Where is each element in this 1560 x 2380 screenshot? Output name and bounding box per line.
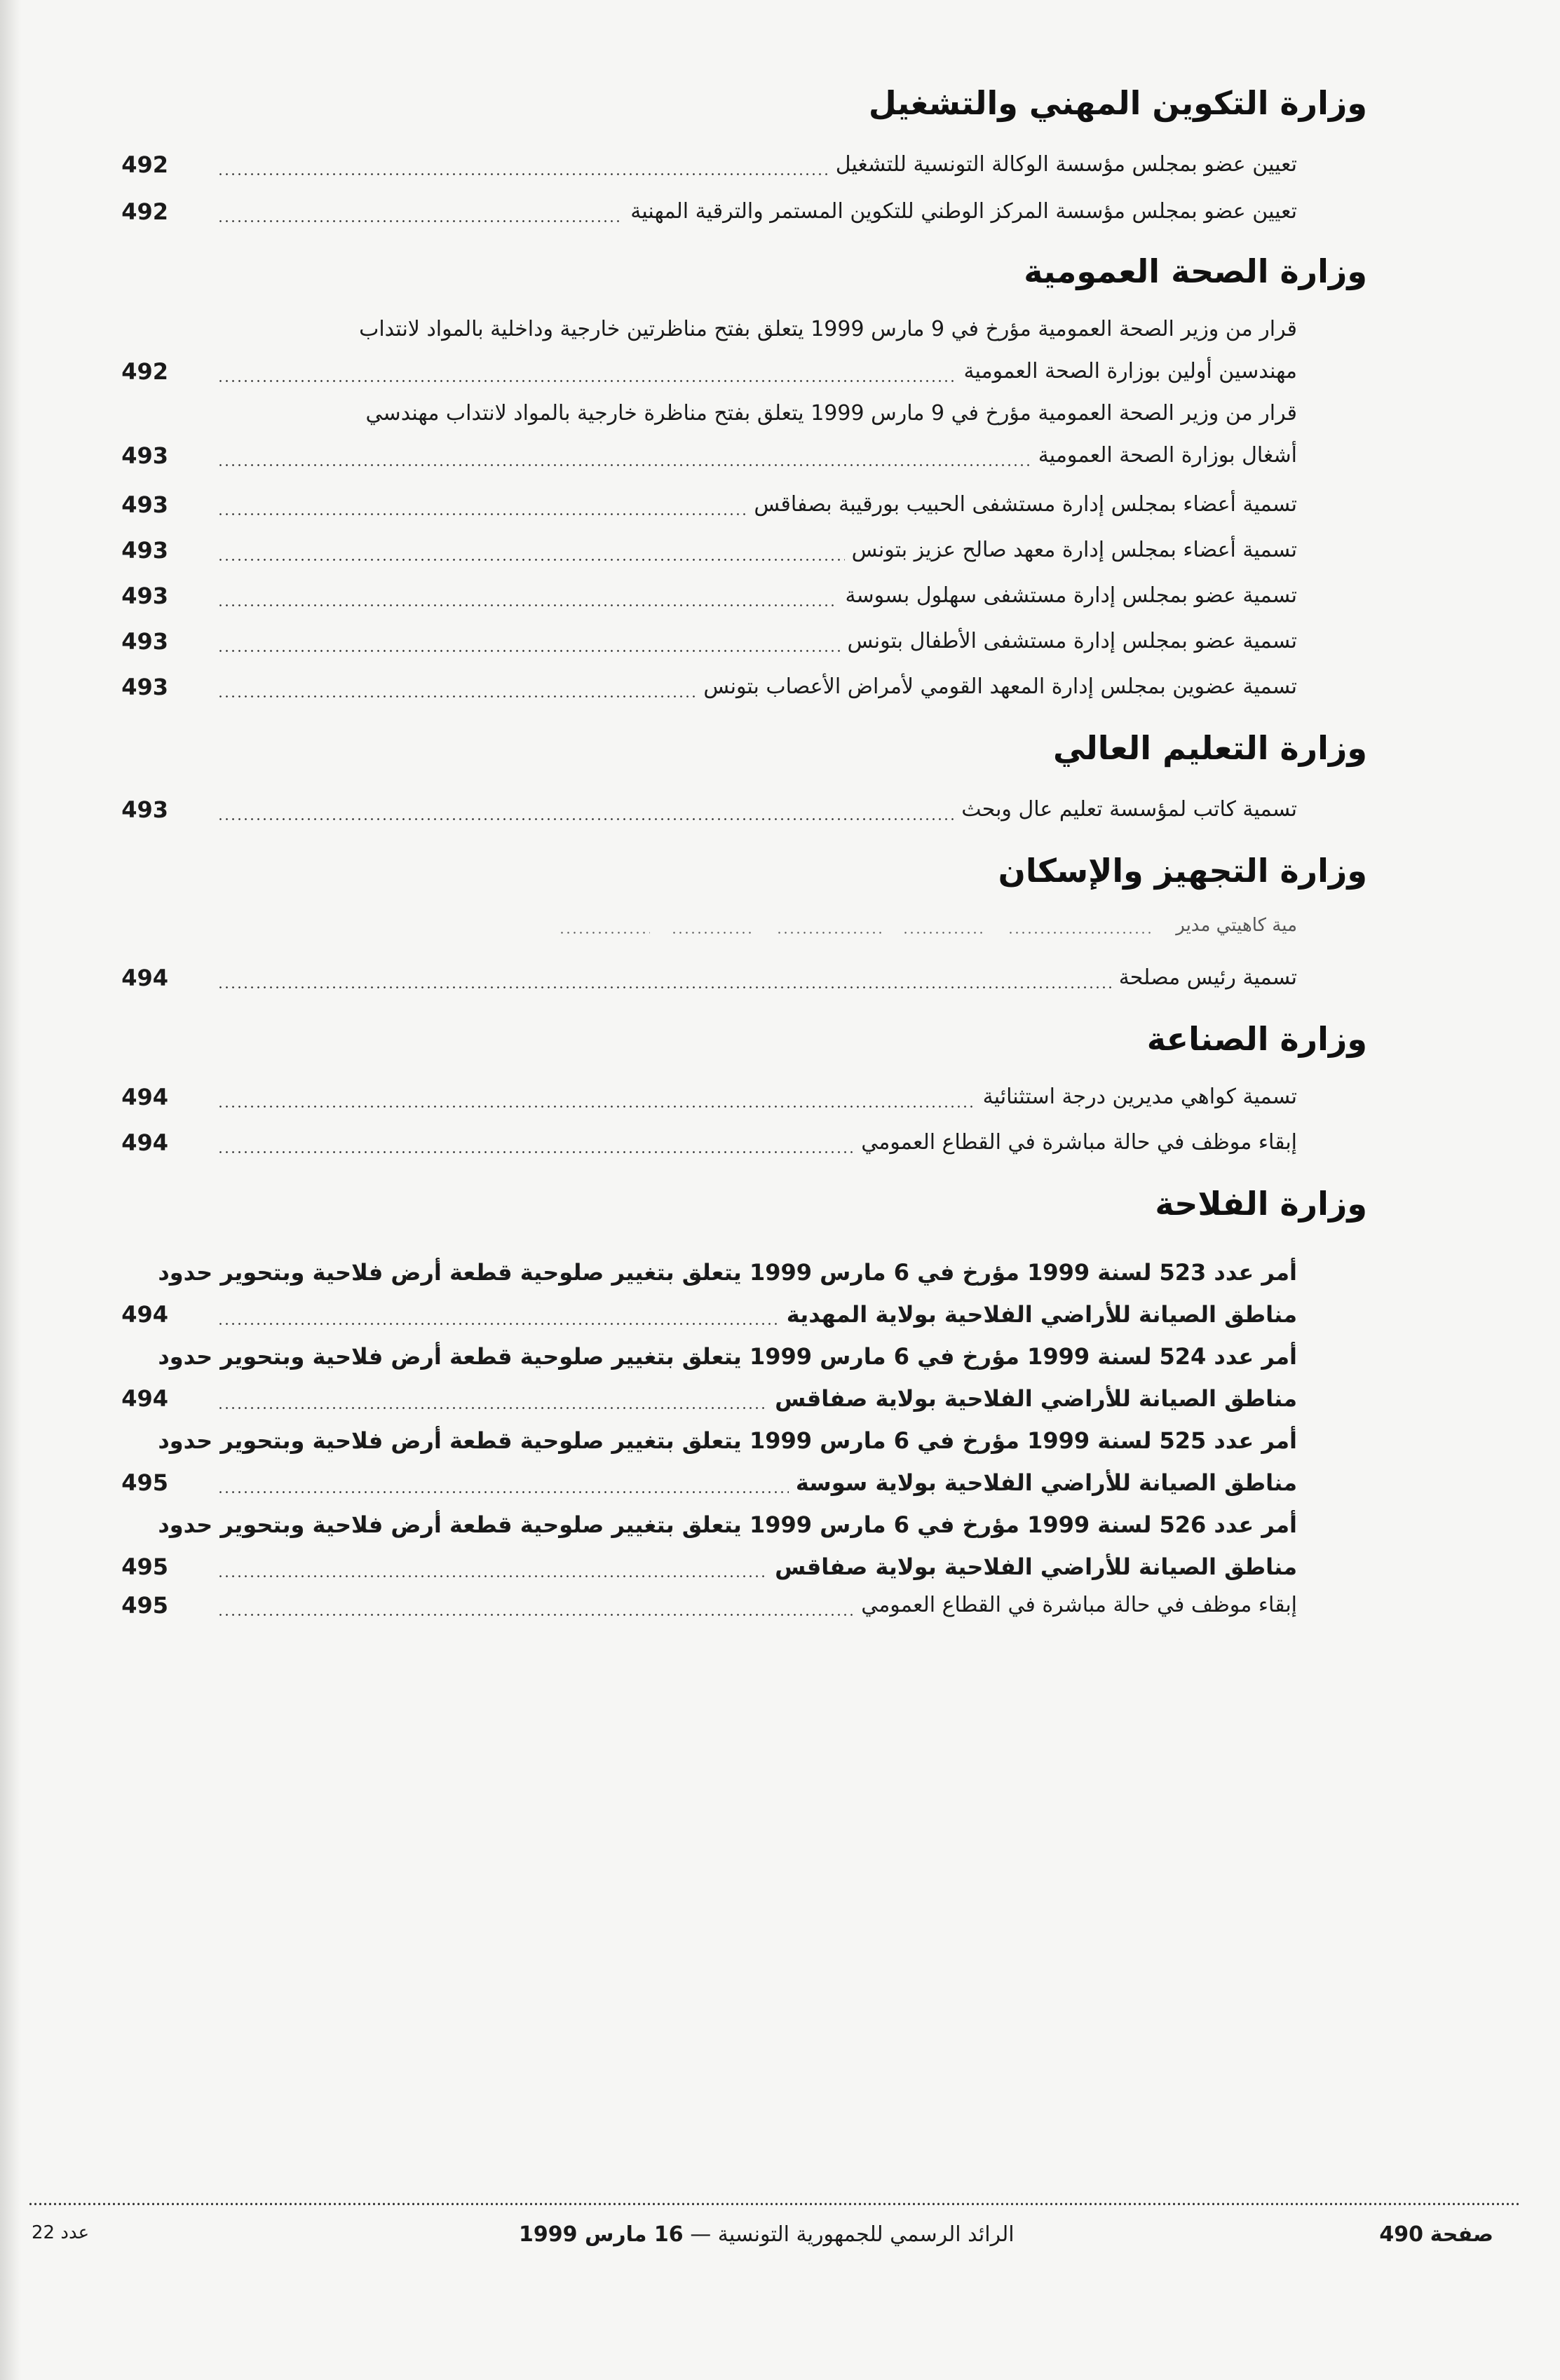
toc-entry[interactable] <box>112 1076 1297 1118</box>
toc-entry[interactable] <box>112 1335 1297 1420</box>
footer-journal-title: الرائد الرسمي للجمهورية التونسية <box>717 2222 1015 2247</box>
leader-dots <box>217 1106 976 1108</box>
toc-entry[interactable] <box>112 575 1297 617</box>
toc-entry[interactable] <box>112 957 1297 999</box>
entry-title-line: أمر عدد 526 لسنة 1999 مؤرخ في 6 مارس 1999 يتعلق بتغيير صلوحية قطعة أرض فلاحية وبتحوير حدود <box>158 1511 1297 1538</box>
leader-dots <box>217 464 1031 466</box>
entry-title-line: مناطق الصيانة للأراضي الفلاحية بولاية المهدية <box>786 1301 1297 1328</box>
page-number: 494 <box>121 1129 168 1156</box>
entry-title-line: أشغال بوزارة الصحة العمومية <box>1038 443 1297 468</box>
entry-title-line: أمر عدد 523 لسنة 1999 مؤرخ في 6 مارس 1999 يتعلق بتغيير صلوحية قطعة أرض فلاحية وبتحوير حدود <box>158 1259 1297 1286</box>
leader-dots <box>217 173 829 175</box>
entry-title-line: مناطق الصيانة للأراضي الفلاحية بولاية صفاقس <box>775 1385 1297 1412</box>
section-heading: وزارة التجهيز والإسكان <box>998 852 1367 890</box>
entry-title-line: مناطق الصيانة للأراضي الفلاحية بولاية صفاقس <box>775 1553 1297 1580</box>
page-number: 494 <box>121 1301 168 1328</box>
footer-issue <box>32 2222 89 2243</box>
entry-title-line: تسمية أعضاء بمجلس إدارة معهد صالح عزيز بتونس <box>851 538 1297 562</box>
page-number: 493 <box>121 491 168 518</box>
leader-dots <box>217 1491 789 1493</box>
toc-entry[interactable] <box>112 1584 1297 1626</box>
toc-entry[interactable] <box>112 191 1297 233</box>
leader-dots <box>217 559 845 561</box>
toc-entry[interactable] <box>112 789 1297 831</box>
leader-dots <box>671 932 755 934</box>
footer-date: 16 مارس 1999 <box>519 2222 684 2247</box>
page-number: 493 <box>121 674 168 700</box>
page-number: 495 <box>121 1553 168 1580</box>
leader-dots <box>217 1151 854 1153</box>
toc-entry[interactable] <box>112 666 1297 708</box>
leader-dots <box>217 513 747 515</box>
page-number: 493 <box>121 796 168 823</box>
entry-title-line: تسمية رئيس مصلحة <box>1118 965 1297 990</box>
page-number: 493 <box>121 442 168 469</box>
leader-dots <box>217 380 956 382</box>
entry-title-line: تسمية أعضاء بمجلس إدارة مستشفى الحبيب بورقيبة بصفاقس <box>754 492 1297 517</box>
toc-entry[interactable] <box>112 308 1297 393</box>
leader-dots <box>217 650 841 652</box>
page-number: 494 <box>121 1084 168 1110</box>
footer-rule <box>28 2203 1521 2205</box>
page-number: 493 <box>121 537 168 564</box>
section-heading: وزارة الفلاحة <box>1155 1185 1367 1223</box>
entry-title-line: مهندسين أولين بوزارة الصحة العمومية <box>963 359 1297 383</box>
leader-dots <box>217 1407 768 1409</box>
footer-page-number: 490 <box>1379 2222 1424 2247</box>
leader-dots <box>776 932 881 934</box>
leader-dots <box>217 1323 780 1325</box>
footer-page-label: صفحة <box>1430 2222 1493 2247</box>
entry-title-line: تعيين عضو بمجلس مؤسسة المركز الوطني للتكوين المستمر والترقية المهنية <box>630 199 1297 224</box>
leader-dots <box>217 986 1112 988</box>
leader-dots <box>217 695 696 698</box>
entry-title-line: تسمية كاتب لمؤسسة تعليم عال وبحث <box>961 797 1297 822</box>
section-heading: وزارة الصحة العمومية <box>1024 252 1367 290</box>
entry-title-line: تسمية عضوين بمجلس إدارة المعهد القومي لأمراض الأعصاب بتونس <box>703 674 1297 699</box>
entry-title-line: تعيين عضو بمجلس مؤسسة الوكالة التونسية للتشغيل <box>835 152 1297 177</box>
entry-title-line: مناطق الصيانة للأراضي الفلاحية بولاية سوسة <box>795 1469 1297 1496</box>
leader-dots <box>1008 932 1155 934</box>
footer-journal: الرائد الرسمي للجمهورية التونسية — 16 مارس 1999 <box>519 2222 1015 2247</box>
toc-entry[interactable] <box>112 1122 1297 1164</box>
page-number: 493 <box>121 583 168 609</box>
leader-dots <box>217 220 623 222</box>
partial-entry-text: مية كاهيتي مدير <box>1176 915 1297 936</box>
leader-dots <box>559 932 650 934</box>
page-number: 494 <box>121 1385 168 1412</box>
leader-dots <box>217 818 954 820</box>
partial-entry <box>203 904 1297 946</box>
section-heading: وزارة الصناعة <box>1146 1020 1367 1058</box>
toc-entry[interactable] <box>112 1251 1297 1335</box>
page-number: 492 <box>121 358 168 385</box>
entry-title-line: تسمية عضو بمجلس إدارة مستشفى الأطفال بتونس <box>847 629 1297 653</box>
page-number: 495 <box>121 1469 168 1496</box>
page-number: 492 <box>121 198 168 225</box>
toc-entry[interactable] <box>112 1420 1297 1504</box>
section-heading: وزارة التعليم العالي <box>1052 729 1367 767</box>
section-heading: وزارة التكوين المهني والتشغيل <box>868 84 1367 122</box>
leader-dots <box>217 604 838 606</box>
footer-issue-label: عدد <box>60 2222 90 2243</box>
entry-title-line: إبقاء موظف في حالة مباشرة في القطاع العمومي <box>861 1593 1297 1617</box>
entry-title-line: قرار من وزير الصحة العمومية مؤرخ في 9 مارس 1999 يتعلق بفتح مناظرتين خارجية وداخلية بالمواد لانتداب <box>359 317 1297 341</box>
leader-dots <box>902 932 986 934</box>
toc-entry[interactable] <box>112 144 1297 186</box>
toc-entry[interactable] <box>112 393 1297 477</box>
leader-dots <box>217 1614 854 1616</box>
footer-page <box>1379 2222 1493 2247</box>
entry-title-line: إبقاء موظف في حالة مباشرة في القطاع العمومي <box>861 1130 1297 1155</box>
toc-entry[interactable] <box>112 620 1297 662</box>
footer-issue-number: 22 <box>32 2222 55 2243</box>
entry-title-line: أمر عدد 525 لسنة 1999 مؤرخ في 6 مارس 1999 يتعلق بتغيير صلوحية قطعة أرض فلاحية وبتحوير حدود <box>158 1427 1297 1454</box>
leader-dots <box>217 1575 768 1577</box>
page-number: 493 <box>121 628 168 655</box>
entry-title-line: أمر عدد 524 لسنة 1999 مؤرخ في 6 مارس 1999 يتعلق بتغيير صلوحية قطعة أرض فلاحية وبتحوير حدود <box>158 1343 1297 1370</box>
entry-title-line: قرار من وزير الصحة العمومية مؤرخ في 9 مارس 1999 يتعلق بفتح مناظرة خارجية بالمواد لانتداب مهندسي <box>365 401 1297 426</box>
toc-entry[interactable] <box>112 484 1297 526</box>
page-number: 494 <box>121 965 168 991</box>
toc-entry[interactable] <box>112 1504 1297 1588</box>
entry-title-line: تسمية عضو بمجلس إدارة مستشفى سهلول بسوسة <box>845 583 1297 608</box>
entry-title-line: تسمية كواهي مديرين درجة استثنائية <box>982 1084 1297 1109</box>
toc-entry[interactable] <box>112 529 1297 571</box>
page-number: 492 <box>121 151 168 178</box>
page-number: 495 <box>121 1592 168 1619</box>
